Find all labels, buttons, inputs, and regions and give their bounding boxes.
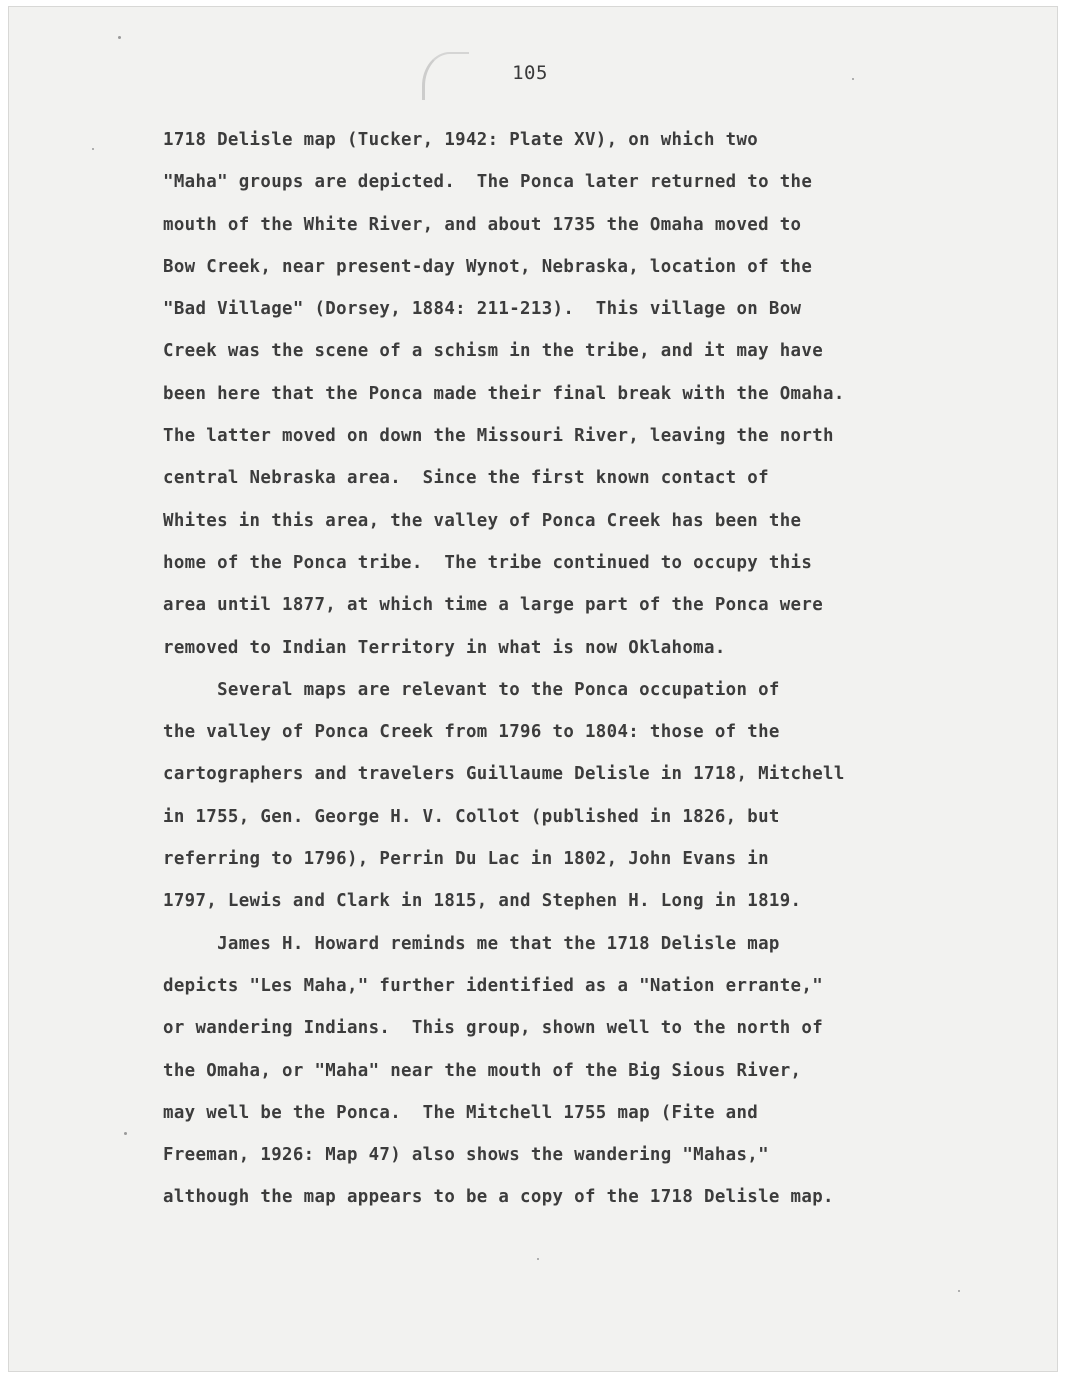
paragraph-start-line: James H. Howard reminds me that the 1718 Delisle map — [163, 933, 780, 954]
text-line: "Bad Village" (Dorsey, 1884: 211-213). This village on Bow — [163, 299, 802, 320]
scan-speck — [124, 1132, 127, 1135]
scan-speck — [118, 36, 121, 39]
scan-speck — [852, 78, 854, 80]
text-line: 1718 Delisle map (Tucker, 1942: Plate XV), on which two — [163, 130, 759, 150]
paragraph-start-line: Several maps are relevant to the Ponca occupation of — [163, 679, 780, 700]
text-line: the Omaha, or "Maha" near the mouth of the Big Sious River, — [163, 1060, 802, 1081]
text-line: or wandering Indians. This group, shown well to the north of — [163, 1018, 824, 1039]
text-line: Whites in this area, the valley of Ponca Creek has been the — [163, 510, 802, 531]
text-line: 1797, Lewis and Clark in 1815, and Stephen H. Long in 1819. — [163, 891, 802, 912]
text-line: home of the Ponca tribe. The tribe continued to occupy this — [163, 552, 813, 573]
text-line: Bow Creek, near present-day Wynot, Nebraska, location of the — [163, 256, 813, 277]
text-line: Freeman, 1926: Map 47) also shows the wandering "Mahas," — [163, 1145, 769, 1166]
text-line: been here that the Ponca made their final break with the Omaha. — [163, 383, 845, 404]
text-line: removed to Indian Territory in what is now Oklahoma. — [163, 637, 726, 658]
body-text — [163, 126, 963, 1226]
text-line: although the map appears to be a copy of the 1718 Delisle map. — [163, 1187, 834, 1208]
text-line: central Nebraska area. Since the first known contact of — [163, 468, 769, 489]
text-line: mouth of the White River, and about 1735 the Omaha moved to — [163, 214, 802, 235]
text-line: referring to 1796), Perrin Du Lac in 1802, John Evans in — [163, 849, 769, 870]
text-line: cartographers and travelers Guillaume Delisle in 1718, Mitchell — [163, 764, 845, 785]
text-line: may well be the Ponca. The Mitchell 1755 map (Fite and — [163, 1102, 759, 1123]
text-line: The latter moved on down the Missouri River, leaving the north — [163, 426, 834, 447]
scan-speck — [537, 1258, 539, 1260]
text-line: in 1755, Gen. George H. V. Collot (published in 1826, but — [163, 806, 780, 827]
scan-speck — [92, 148, 94, 150]
text-line: "Maha" groups are depicted. The Ponca later returned to the — [163, 172, 813, 193]
text-line: depicts "Les Maha," further identified as a "Nation errante," — [163, 975, 824, 996]
text-line: Creek was the scene of a schism in the tribe, and it may have — [163, 341, 824, 362]
page-number: 105 — [512, 62, 548, 84]
scan-speck — [958, 1290, 960, 1292]
text-line: the valley of Ponca Creek from 1796 to 1804: those of the — [163, 722, 780, 743]
text-line: area until 1877, at which time a large part of the Ponca were — [163, 595, 824, 616]
